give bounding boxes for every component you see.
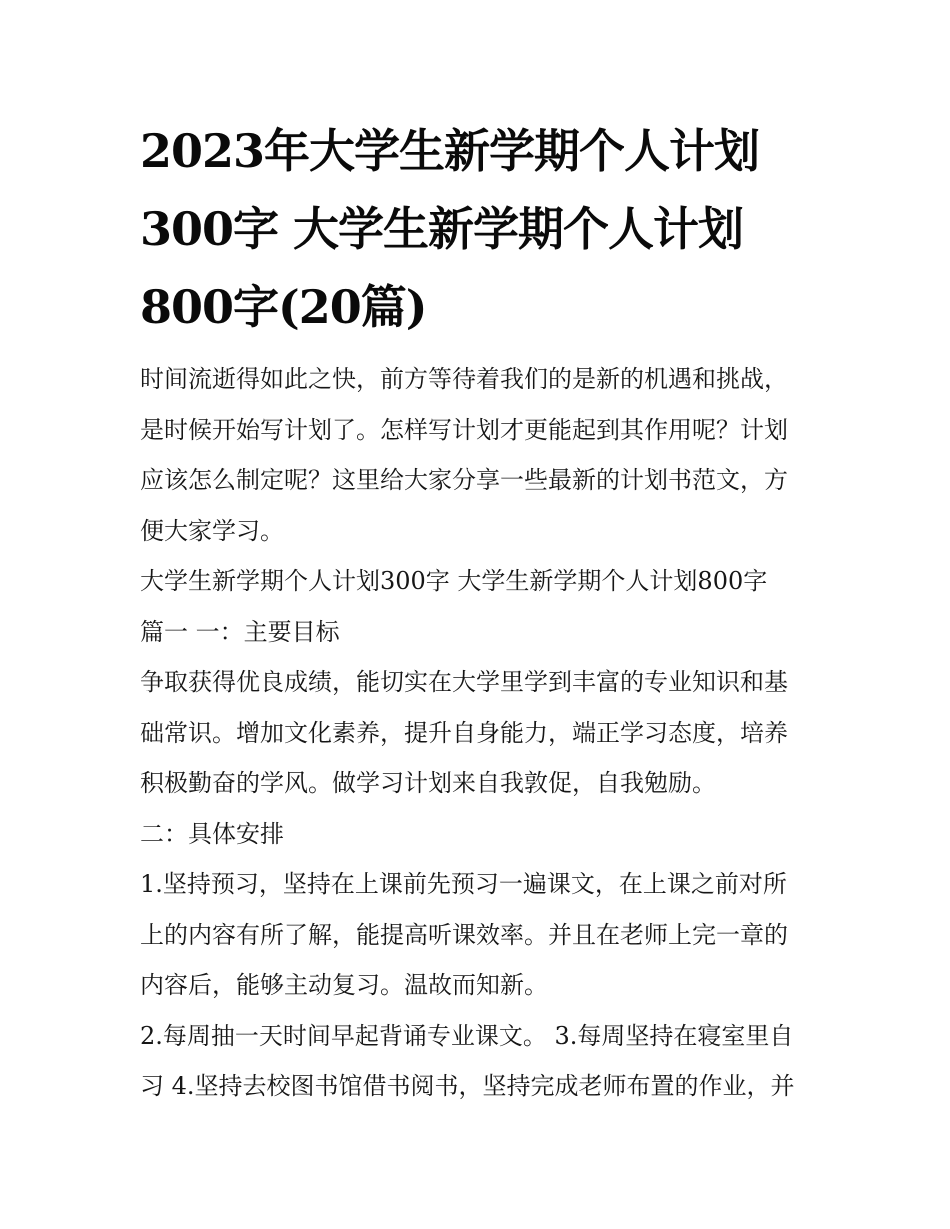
- intro-paragraph: [140, 354, 820, 556]
- title-line: 2023年大学生新学期个人计划: [140, 124, 760, 178]
- text-line: 习 4.坚持去校图书馆借书阅书，坚持完成老师布置的作业，并: [140, 1072, 795, 1100]
- text-line: 积极勤奋的学风。做学习计划来自我敦促，自我勉励。: [140, 769, 716, 797]
- list-paragraph: [140, 1011, 820, 1112]
- text-line: 础常识。增加文化素养，提升自身能力，端正学习态度，培养: [140, 718, 788, 747]
- subtitle-paragraph: [140, 556, 820, 607]
- text-line: 2.每周抽一天时间早起背诵专业课文。 3.每周坚持在寝室里自: [140, 1021, 794, 1050]
- text-line: 二：具体安排: [140, 819, 284, 848]
- title-line: 300字 大学生新学期个人计划: [140, 202, 744, 256]
- text-line: 1.坚持预习，坚持在上课前先预习一遍课文，在上课之前对所: [140, 870, 787, 898]
- text-line: 上的内容有所了解，能提高听课效率。并且在老师上完一章的: [140, 920, 788, 949]
- list-paragraph: [140, 859, 820, 1011]
- text-line: 便大家学习。: [140, 516, 284, 545]
- text-line: 争取获得优良成绩，能切实在大学里学到丰富的专业知识和基: [140, 668, 788, 696]
- goal-paragraph: [140, 657, 820, 809]
- text-line: 应该怎么制定呢？这里给大家分享一些最新的计划书范文，方: [140, 466, 788, 494]
- document-title: [140, 112, 820, 346]
- text-line: 大学生新学期个人计划300字 大学生新学期个人计划800字: [140, 567, 768, 595]
- text-line: 是时候开始写计划了。怎样写计划才更能起到其作用呢？计划: [140, 415, 788, 444]
- document-body: [140, 354, 820, 1112]
- text-line: 内容后，能够主动复习。温故而知新。: [140, 971, 548, 999]
- text-line: 时间流逝得如此之快，前方等待着我们的是新的机遇和挑战，: [140, 365, 788, 393]
- section-heading: [140, 809, 820, 860]
- title-line: 800字(20篇): [140, 280, 427, 334]
- text-line: 篇一 一：主要目标: [140, 617, 340, 646]
- section-heading: [140, 607, 820, 658]
